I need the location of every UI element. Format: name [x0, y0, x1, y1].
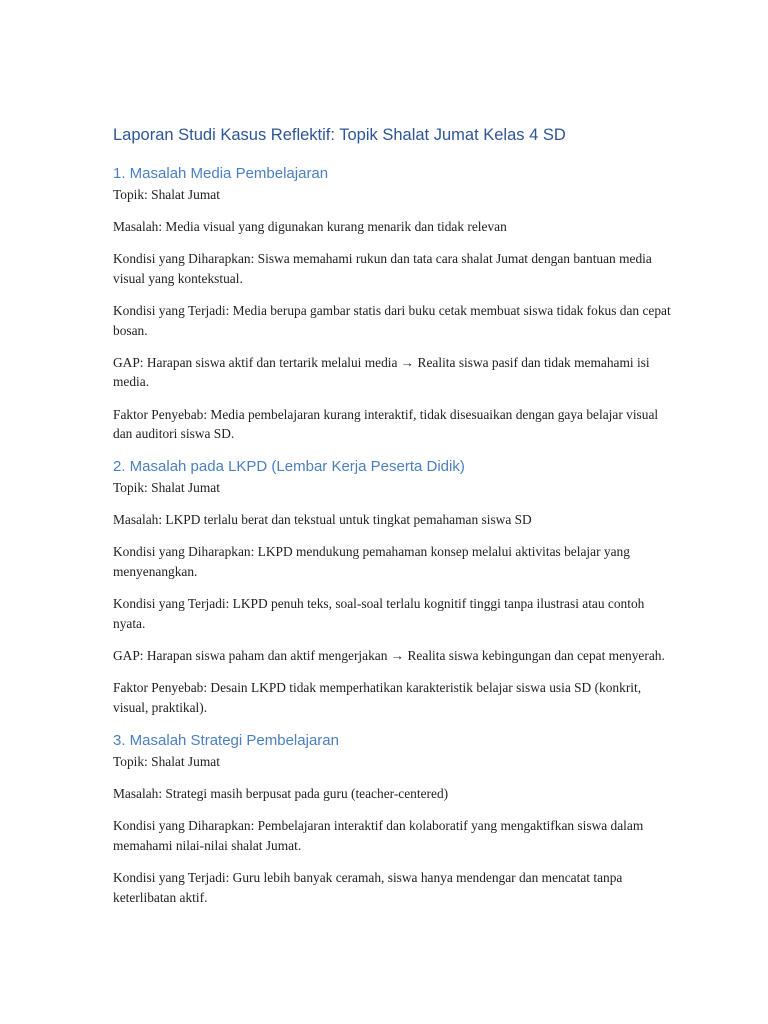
topic-paragraph: Topik: Shalat Jumat [113, 754, 220, 769]
gap-paragraph: GAP: Harapan siswa paham dan aktif mengerjakan → Realita siswa kebingungan dan cepat menyerah. [113, 648, 665, 664]
actual-condition-paragraph: Kondisi yang Terjadi: Guru lebih banyak ceramah, siswa hanya mendengar dan mencatat tanpa keterlibatan aktif. [113, 869, 623, 905]
section-heading: 3. Masalah Strategi Pembelajaran [113, 732, 339, 749]
gap-paragraph: GAP: Harapan siswa aktif dan tertarik melalui media → Realita siswa pasif dan tidak memahami isi media. [113, 354, 650, 390]
actual-condition-paragraph: Kondisi yang Terjadi: Media berupa gambar statis dari buku cetak membuat siswa tidak fokus dan cepat bosan. [113, 302, 671, 338]
problem-paragraph: Masalah: Strategi masih berpusat pada guru (teacher-centered) [113, 785, 449, 801]
actual-condition-paragraph: Kondisi yang Terjadi: LKPD penuh teks, soal-soal terlalu kognitif tinggi tanpa ilustrasi atau contoh nyata. [113, 596, 645, 631]
section-lkpd [113, 456, 673, 717]
cause-factor-paragraph: Faktor Penyebab: Media pembelajaran kurang interaktif, tidak disesuaikan dengan gaya belajar visual dan auditori siswa SD. [113, 406, 659, 442]
topic-paragraph: Topik: Shalat Jumat [113, 480, 220, 496]
problem-paragraph: Masalah: LKPD terlalu berat dan tekstual untuk tingkat pemahaman siswa SD [113, 512, 532, 528]
section-heading: 2. Masalah pada LKPD (Lembar Kerja Peserta Didik) [113, 458, 465, 476]
document-body [113, 120, 673, 920]
expected-condition-paragraph: Kondisi yang Diharapkan: Pembelajaran interaktif dan kolaboratif yang mengaktifkan siswa dalam memahami nilai-nilai shalat Jumat. [113, 818, 644, 853]
section-media-pembelajaran [113, 163, 673, 444]
section-heading: 1. Masalah Media Pembelajaran [113, 165, 329, 182]
expected-condition-paragraph: Kondisi yang Diharapkan: Siswa memahami rukun dan tata cara shalat Jumat dengan bantuan media visual yang kontekstual. [113, 251, 652, 286]
section-strategi-pembelajaran [113, 730, 673, 907]
expected-condition-paragraph: Kondisi yang Diharapkan: LKPD mendukung pemahaman konsep melalui aktivitas belajar yang menyenangkan. [113, 544, 630, 580]
topic-paragraph: Topik: Shalat Jumat [113, 187, 220, 202]
problem-paragraph: Masalah: Media visual yang digunakan kurang menarik dan tidak relevan [113, 218, 507, 234]
document-title: Laporan Studi Kasus Reflektif: Topik Shalat Jumat Kelas 4 SD [113, 126, 566, 144]
cause-factor-paragraph: Faktor Penyebab: Desain LKPD tidak memperhatikan karakteristik belajar siswa usia SD (konkrit, visual, praktikal). [113, 680, 642, 715]
